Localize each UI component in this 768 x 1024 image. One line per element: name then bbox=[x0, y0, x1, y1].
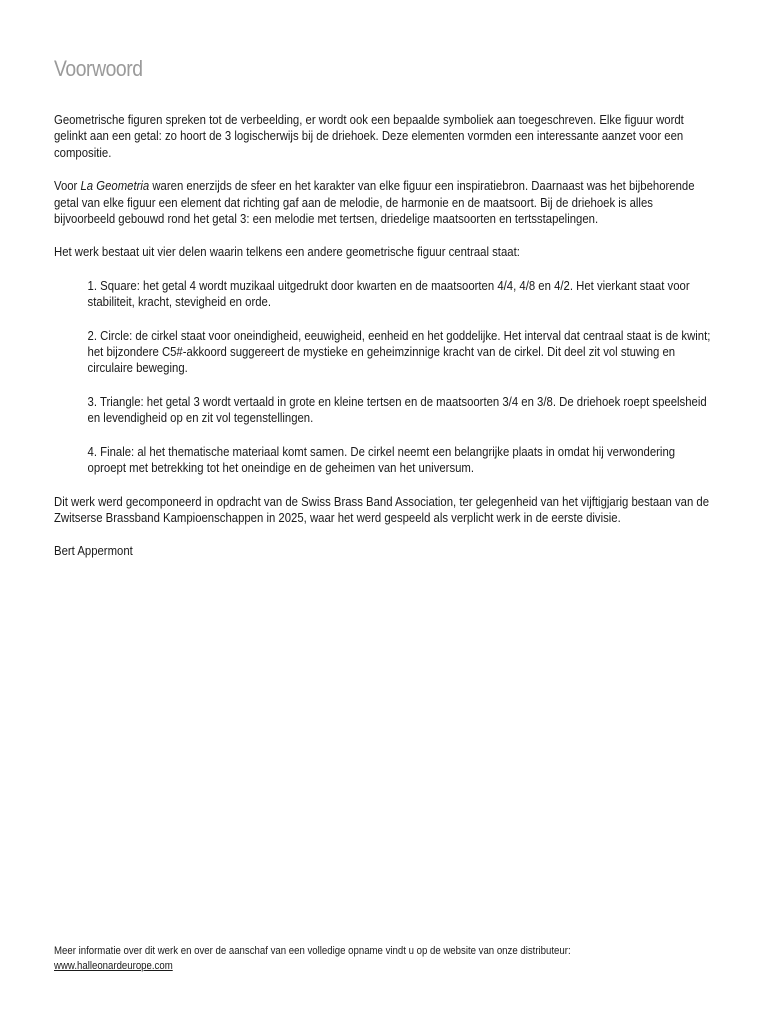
signature: Bert Appermont bbox=[54, 543, 133, 559]
distributor-link[interactable]: www.halleonardeurope.com bbox=[54, 959, 173, 972]
list-item-circle: 2. Circle: de cirkel staat voor oneindigheid, eeuwigheid, eenheid en het goddelijke. Het interval dat centraal staat is de kwint; het bijzondere C5#-akkoord suggereert de mystieke en geheimzinnige kracht van de cirkel. Dit deel zit vol stuwing en circulaire beweging. bbox=[87, 327, 711, 376]
structure-paragraph: Het werk bestaat uit vier delen waarin telkens een andere geometrische figuur centraal staat: bbox=[54, 244, 520, 260]
list-item-triangle: 3. Triangle: het getal 3 wordt vertaald in grote en kleine tertsen en de maatsoorten 3/4 en 3/8. De driehoek roept speelsheid en levendigheid op en zit vol tegenstellingen. bbox=[87, 393, 707, 426]
list-item-finale: 4. Finale: al het thematische materiaal komt samen. De cirkel neemt een belangrijke plaats in omdat hij verwondering oproept met betrekking tot het oneindige en de geheimen van het universum. bbox=[87, 443, 676, 476]
list-item-square: 1. Square: het getal 4 wordt muzikaal uitgedrukt door kwarten en de maatsoorten 4/4, 4/8 en 4/2. Het vierkant staat voor stabiliteit, kracht, stevigheid en orde. bbox=[87, 277, 690, 310]
page-title: Voorwoord bbox=[54, 56, 143, 81]
text: Voor bbox=[54, 178, 81, 194]
footer bbox=[54, 944, 656, 973]
footer-text: Meer informatie over dit werk en over de aanschaf van een volledige opname vindt u op de website van onze distributeur: bbox=[54, 945, 571, 957]
intro-paragraph: Geometrische figuren spreken tot de verbeelding, er wordt ook een bepaalde symboliek aan toegeschreven. Elke figuur wordt gelinkt aan een getal: zo hoort de 3 logischerwijs bij de driehoek. Deze elementen vormden een interessante aanzet voor een compositie. bbox=[54, 112, 684, 160]
commission-paragraph: Dit werk werd gecomponeerd in opdracht van de Swiss Brass Band Association, ter gelegenheid van het vijftigjarig bestaan van de Zwitserse Brassband Kampioenschappen in 2025, waar het werd gespeeld als verplicht werk in de eerste divisie. bbox=[54, 493, 710, 525]
inspiration-paragraph bbox=[54, 178, 716, 227]
document-body bbox=[54, 112, 711, 577]
text: waren enerzijds de sfeer en het karakter van elke figuur een inspiratiebron. Daarnaast was het bijbehorende getal van elke figuur een element dat richting gaf aan de melodie, de harmonie en de maatsoort. Bij de driehoek is alles bijvoorbeeld gebouwd rond het getal 3: een melodie met tertsen, driedelige maatsoorten en tertsstapelingen. bbox=[54, 178, 695, 227]
work-title: La Geometria bbox=[80, 178, 150, 194]
